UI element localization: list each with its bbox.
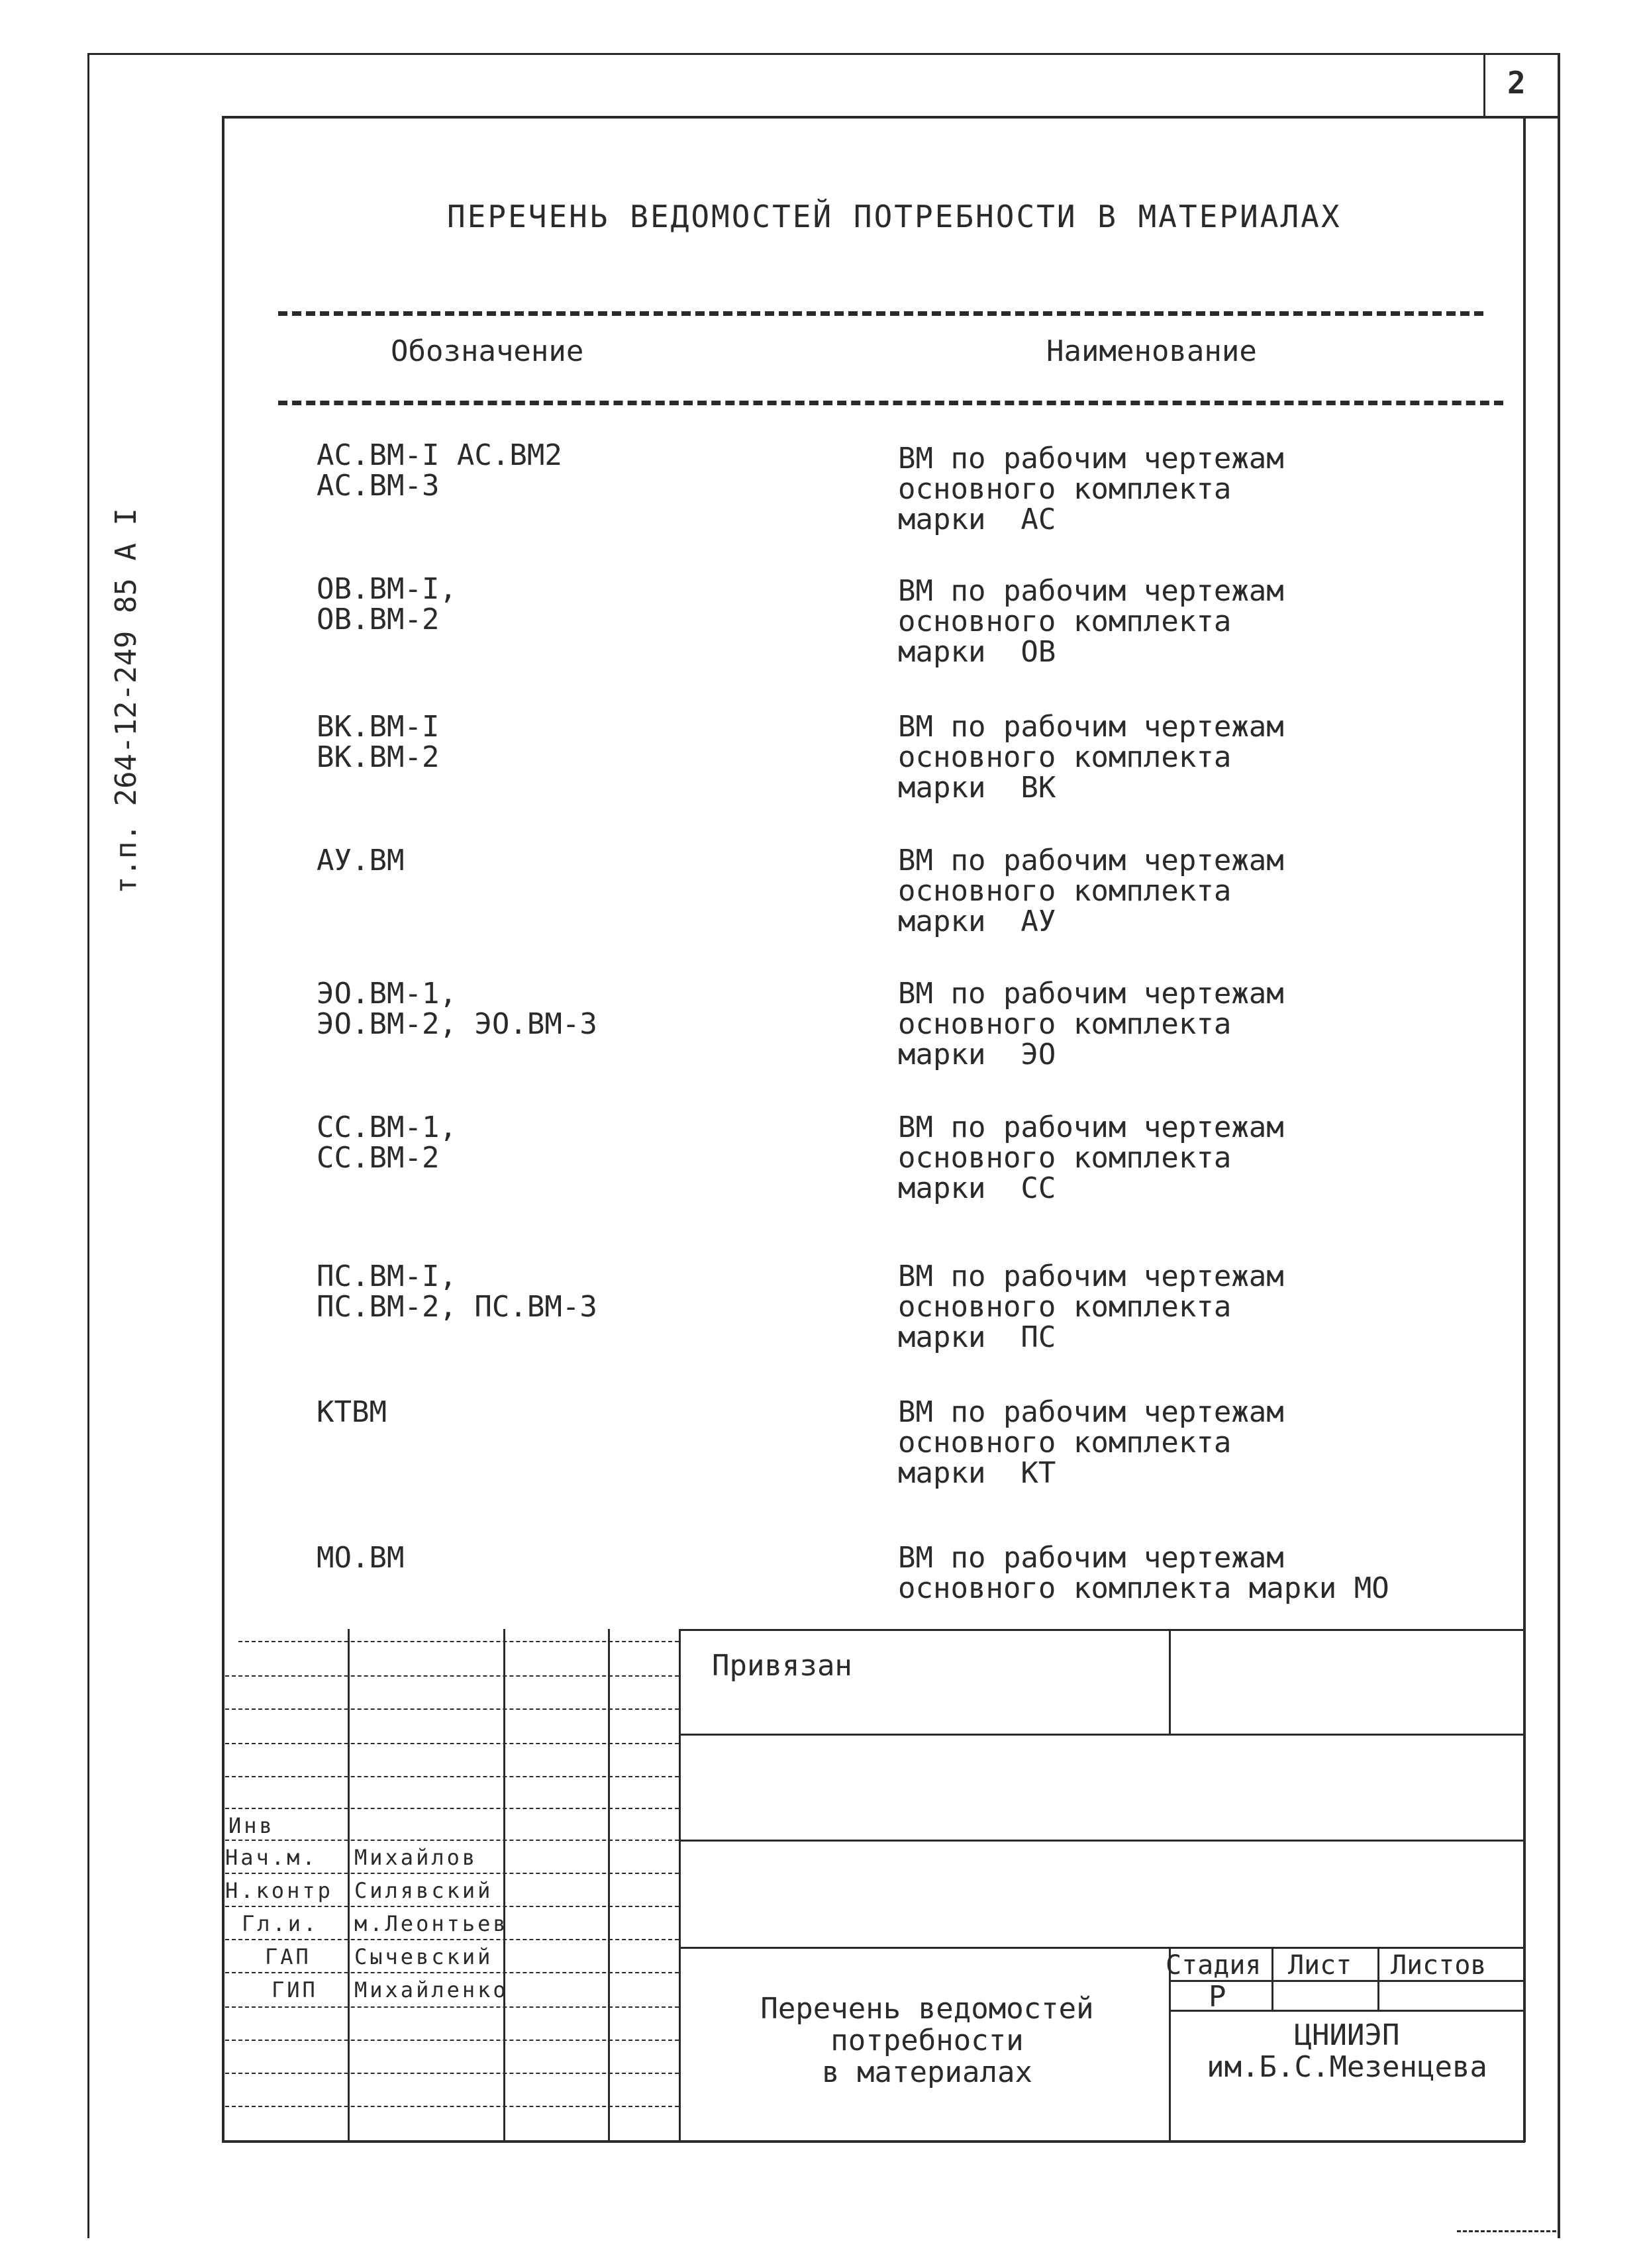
frame-left [222,116,224,2142]
row-5-code: ЭО.ВМ-1, ЭО.ВМ-2, ЭО.ВМ-3 [317,977,597,1041]
signer-2-role: Нач.м. [225,1845,318,1870]
row-2-name: ВМ по рабочим чертежам основного комплекта марки ОВ [898,574,1284,669]
row-1-code: АС.ВМ-I АС.ВМ2 АС.ВМ-3 [317,438,562,503]
sig-col-3 [608,1629,610,2142]
row-6-name: ВМ по рабочим чертежам основного комплекта марки СС [898,1110,1284,1205]
stage-col-1 [1271,1947,1273,2012]
sheet-label: Лист [1288,1950,1352,1981]
row-7-code: ПС.ВМ-I, ПС.ВМ-2, ПС.ВМ-3 [317,1259,597,1324]
document-title: Перечень ведомостей потребности в материалах [760,1992,1094,2089]
sig-grid-line-2 [225,1675,679,1677]
sig-grid-line-1 [238,1641,679,1642]
sig-grid-line-5 [225,1776,679,1777]
row-2-code: ОВ.ВМ-I, ОВ.ВМ-2 [317,572,457,636]
signer-2-name: Михайлов [354,1845,478,1870]
stamp-top-line [679,1629,1525,1631]
sig-grid-line-8 [225,1873,679,1874]
frame-bottom [222,2140,1525,2143]
column-designation: Обозначение [391,334,584,368]
stage-col-2 [1377,1947,1379,2012]
signer-1-role: Инв [228,1813,275,1838]
organization: ЦНИИЭП им.Б.С.Мезенцева [1207,2018,1487,2084]
sig-grid-line-4 [225,1743,679,1744]
stage-label: Стадия [1166,1950,1262,1981]
sig-grid-line-12 [225,2006,679,2008]
sig-grid-line-13 [225,2040,679,2041]
signer-5-name: Сычевский [354,1944,493,1969]
stage-value: Р [1209,1980,1226,2014]
row-4-name: ВМ по рабочим чертежам основного комплекта марки АУ [898,844,1284,938]
sig-grid-line-11 [225,1972,679,1973]
row-9-code: МО.ВМ [317,1541,405,1575]
row-3-name: ВМ по рабочим чертежам основного комплекта марки ВК [898,710,1284,805]
row-6-code: СС.ВМ-1, СС.ВМ-2 [317,1110,457,1175]
sig-grid-line-7 [225,1840,679,1841]
sig-col-2 [503,1629,505,2142]
bottom-right-dashes [1457,2230,1556,2232]
signer-4-name: м.Леонтьев [354,1911,509,1936]
stamp-vertical-main [679,1629,681,2142]
page-number: 2 [1507,65,1526,101]
frame-top [222,116,1560,119]
signer-3-role: Н.контр [225,1878,333,1903]
row-5-name: ВМ по рабочим чертежам основного комплекта марки ЭО [898,977,1284,1071]
sig-grid-line-14 [225,2073,679,2074]
frame-left-outer [87,53,89,2238]
sig-col-1 [348,1629,350,2142]
sig-grid-line-9 [225,1906,679,1907]
header-top-dashes [278,311,1483,316]
column-name: Наименование [1046,334,1257,368]
stamp-vertical-right-top [1169,1629,1171,1735]
row-9-name: ВМ по рабочим чертежам основного комплекта марки МО [898,1541,1389,1605]
frame-top-outer [87,53,1558,55]
sheets-label: Листов [1391,1950,1487,1981]
row-3-code: ВК.ВМ-I ВК.ВМ-2 [317,710,440,774]
stamp-row-3-line [679,1947,1525,1949]
stamp-row-1-line [679,1734,1525,1736]
sig-grid-line-15 [225,2106,679,2107]
frame-right-outer [1558,53,1560,2238]
sig-grid-line-3 [225,1708,679,1710]
row-8-code: КТВМ [317,1395,387,1429]
frame-right [1523,116,1526,2142]
sig-grid-line-6 [225,1808,679,1809]
row-7-name: ВМ по рабочим чертежам основного комплекта марки ПС [898,1259,1284,1354]
page-title: ПЕРЕЧЕНЬ ВЕДОМОСТЕЙ ПОТРЕБНОСТИ В МАТЕРИАЛАХ [447,199,1342,234]
sig-grid-line-10 [225,1939,679,1940]
signer-6-name: Михайленко [354,1977,509,2002]
page-number-box-left [1483,53,1485,118]
stamp-row-2-line [679,1840,1525,1842]
signer-5-role: ГАП [265,1944,311,1969]
signer-4-role: Гл.и. [242,1911,319,1936]
signer-3-name: Силявский [354,1878,493,1903]
row-8-name: ВМ по рабочим чертежам основного комплекта марки КТ [898,1395,1284,1490]
signer-6-role: ГИП [272,1977,318,2002]
attached-label: Привязан [712,1649,852,1683]
side-designation: т.п. 264-12-249 85 А I [109,508,143,894]
row-1-name: ВМ по рабочим чертежам основного комплекта марки АС [898,442,1284,536]
row-4-code: АУ.ВМ [317,844,405,877]
header-bottom-dashes [278,401,1503,405]
